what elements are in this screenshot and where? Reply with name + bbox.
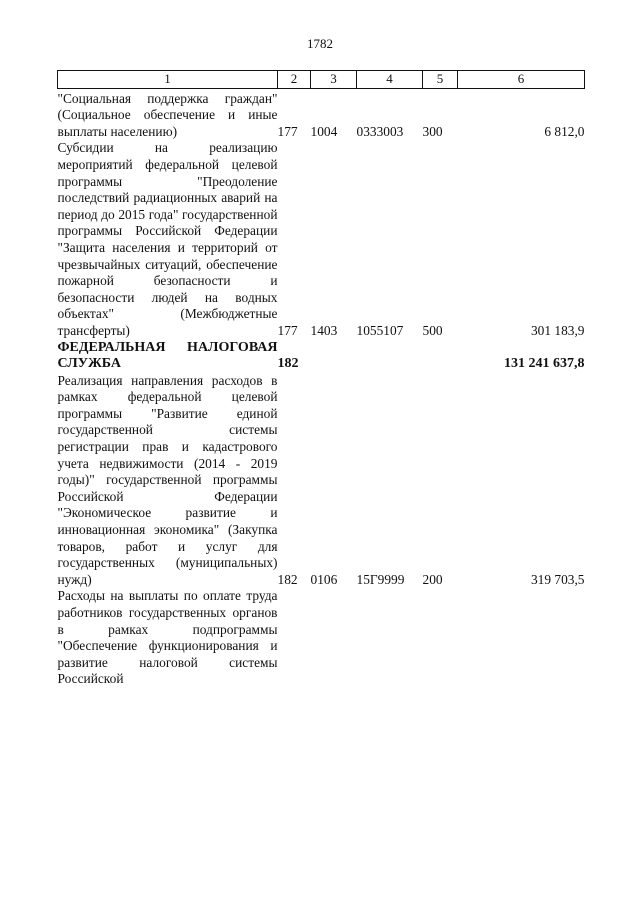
- row-section-code: 1004: [310, 123, 338, 139]
- table-row: [58, 340, 585, 373]
- row-ministry-code: [278, 588, 311, 688]
- row-expense-type: 500: [422, 322, 443, 338]
- header-col-5: 5: [423, 71, 458, 89]
- budget-table: [57, 70, 585, 688]
- row-ministry-code: 182: [277, 356, 299, 372]
- row-ministry-code: 177: [277, 123, 298, 139]
- page-number: 1782: [307, 36, 333, 51]
- row-target-article: [357, 588, 423, 688]
- row-amount: 319 703,5: [530, 571, 585, 587]
- row-description: ФЕДЕРАЛЬНАЯ НАЛОГОВАЯ СЛУЖБА: [57, 339, 278, 372]
- header-col-3: 3: [311, 71, 357, 89]
- row-amount: 6 812,0: [544, 123, 585, 139]
- header-col-1: 1: [58, 71, 278, 89]
- table-row: [58, 140, 585, 339]
- row-amount: 301 183,9: [530, 322, 585, 338]
- header-col-6: 6: [458, 71, 585, 89]
- row-ministry-code: 182: [277, 571, 298, 587]
- row-target-article: [357, 340, 423, 373]
- row-section-code: [311, 588, 357, 688]
- row-description: Субсидии на реализацию мероприятий федеральной целевой программы "Преодоление последствий радиационных аварий на период до 2015 года" государственной программы Российской Федерации "Защита населения и территорий от чрезвычайных ситуаций, обеспечение пожарной безопасности и безопасности людей на водных объектах" (Межбюджетные трансферты): [57, 140, 278, 338]
- row-amount: 131 241 637,8: [504, 356, 585, 372]
- row-description: "Социальная поддержка граждан" (Социальное обеспечение и иные выплаты населению): [57, 90, 278, 139]
- table-row: [58, 88, 585, 140]
- row-section-code: [311, 340, 357, 373]
- row-target-article: 1055107: [356, 322, 404, 338]
- table-row: [58, 373, 585, 589]
- row-ministry-code: 177: [277, 322, 298, 338]
- header-row: [58, 71, 585, 89]
- row-expense-type: [423, 588, 458, 688]
- row-description: Реализация направления расходов в рамках федеральной целевой программы "Развитие единой государственной системы регистрации прав и кадастрового учета недвижимости (2014 - 2019 годы)" государственной программы Российской Федерации "Экономическое развитие и инновационная экономика" (Закупка товаров, работ и услуг для государственных (муниципальных) нужд): [57, 372, 278, 587]
- row-target-article: 0333003: [356, 123, 404, 139]
- row-expense-type: 200: [422, 571, 443, 587]
- header-col-2: 2: [278, 71, 311, 89]
- row-description: Расходы на выплаты по оплате труда работников государственных органов в рамках подпрограммы "Обеспечение функционирования и развитие налоговой системы Российской: [57, 588, 278, 687]
- header-col-4: 4: [357, 71, 423, 89]
- row-section-code: 0106: [310, 571, 338, 587]
- row-expense-type: 300: [422, 123, 443, 139]
- table-row: [58, 588, 585, 688]
- row-expense-type: [423, 340, 458, 373]
- row-amount: [458, 588, 585, 688]
- row-target-article: 15Г9999: [356, 571, 405, 587]
- row-section-code: 1403: [310, 322, 338, 338]
